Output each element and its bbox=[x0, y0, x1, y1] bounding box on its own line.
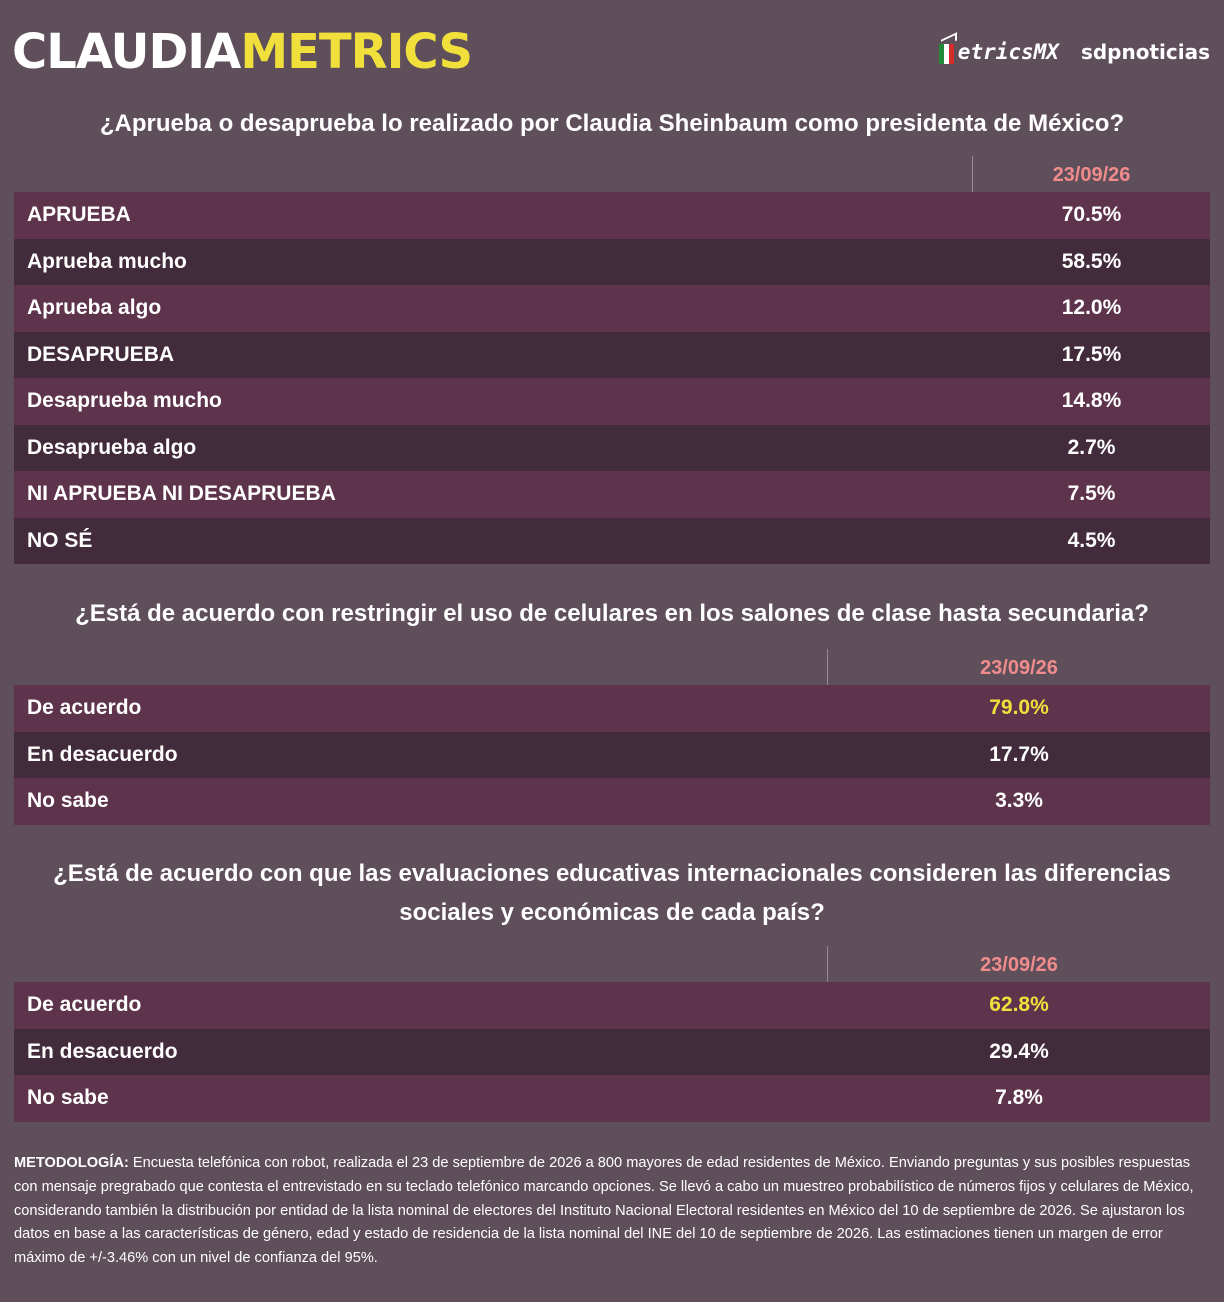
table-row bbox=[14, 332, 1210, 379]
row-label: Desaprueba algo bbox=[27, 435, 197, 459]
table-row bbox=[14, 1029, 1210, 1076]
partner-logos bbox=[939, 40, 1210, 64]
row-label: APRUEBA bbox=[27, 203, 131, 227]
row-value: 70.5% bbox=[1061, 203, 1122, 227]
question-3-table bbox=[14, 946, 1210, 1122]
row-label: Aprueba mucho bbox=[27, 249, 187, 273]
metricsmx-logo bbox=[939, 40, 1059, 64]
row-label: De acuerdo bbox=[27, 696, 142, 720]
table-row bbox=[14, 471, 1210, 518]
row-value: 2.7% bbox=[1067, 435, 1116, 459]
row-label: Desaprueba mucho bbox=[27, 389, 222, 413]
question-3-line-1: ¿Está de acuerdo con que las evaluaciones educativas internacionales consideren las diferencias bbox=[53, 860, 1171, 887]
row-value: 7.8% bbox=[995, 1086, 1043, 1110]
row-label: En desacuerdo bbox=[27, 1039, 178, 1063]
table-row bbox=[14, 685, 1210, 732]
row-value: 14.8% bbox=[1061, 389, 1122, 413]
brand-logo bbox=[12, 22, 472, 82]
table-row bbox=[14, 778, 1210, 825]
methodology-label: METODOLOGÍA: bbox=[14, 1155, 129, 1171]
row-label: No sabe bbox=[27, 789, 109, 813]
row-value: 58.5% bbox=[1061, 249, 1122, 273]
table-row bbox=[14, 378, 1210, 425]
row-value-highlight: 79.0% bbox=[989, 696, 1049, 720]
question-3-line-2: sociales y económicas de cada país? bbox=[399, 899, 825, 926]
header bbox=[0, 0, 1224, 100]
mexico-flag-chart-icon bbox=[939, 40, 955, 64]
row-label: En desacuerdo bbox=[27, 742, 178, 766]
row-value: 29.4% bbox=[989, 1039, 1049, 1063]
question-1-table bbox=[14, 156, 1210, 564]
row-label: De acuerdo bbox=[27, 993, 142, 1017]
table-row bbox=[14, 1075, 1210, 1122]
table-header bbox=[14, 946, 1210, 982]
row-label: NO SÉ bbox=[27, 528, 93, 552]
table-row bbox=[14, 239, 1210, 286]
table-row bbox=[14, 982, 1210, 1029]
question-1-title: ¿Aprueba o desaprueba lo realizado por Claudia Sheinbaum como presidenta de México? bbox=[99, 110, 1125, 137]
methodology-text: Encuesta telefónica con robot, realizada el 23 de septiembre de 2026 a 800 mayores de edad residentes de México. Enviando preguntas y sus posibles respuestas con mensaje pregrabado que contesta el entrevistado en su teclado telefónico marcando opciones. Se llevó a cabo un muestreo probabilístico de números fijos y celulares de México, considerando también la distribución por entidad de la lista nominal de electores del Instituto Nacional Electoral residentes en México del 10 de septiembre de 2026. Se ajustaron los datos en base a las características de género, edad y estado de residencia de la lista nominal del INE del 10 de septiembre de 2026. Las estimaciones tienen un margen de error máximo de +/-3.46% con un nivel de confianza del 95%. bbox=[14, 1155, 1194, 1267]
table-row bbox=[14, 425, 1210, 472]
row-label: Aprueba algo bbox=[27, 296, 162, 320]
row-value: 17.5% bbox=[1061, 342, 1122, 366]
brand-part2: METRICS bbox=[240, 24, 473, 80]
table-row bbox=[14, 518, 1210, 565]
row-value: 4.5% bbox=[1067, 528, 1116, 552]
row-value: 12.0% bbox=[1061, 296, 1122, 320]
question-2-title: ¿Está de acuerdo con restringir el uso de celulares en los salones de clase hasta secundaria? bbox=[75, 600, 1149, 627]
row-label: No sabe bbox=[27, 1086, 109, 1110]
row-label: NI APRUEBA NI DESAPRUEBA bbox=[27, 482, 336, 506]
brand-part1: CLAUDIA bbox=[12, 24, 241, 80]
table-header bbox=[14, 156, 1210, 192]
sdpnoticias-logo: sdpnoticias bbox=[1080, 40, 1210, 64]
row-value: 3.3% bbox=[995, 789, 1043, 813]
row-value: 7.5% bbox=[1067, 482, 1116, 506]
table-header bbox=[14, 649, 1210, 685]
date-header: 23/09/26 bbox=[980, 657, 1058, 679]
methodology-note bbox=[14, 1152, 1214, 1271]
row-label: DESAPRUEBA bbox=[27, 342, 175, 366]
date-header: 23/09/26 bbox=[1052, 164, 1131, 186]
question-2-table bbox=[14, 649, 1210, 825]
row-value-highlight: 62.8% bbox=[989, 993, 1049, 1017]
table-row bbox=[14, 732, 1210, 779]
metricsmx-text: etricsMX bbox=[957, 40, 1059, 64]
table-row bbox=[14, 285, 1210, 332]
table-row bbox=[14, 192, 1210, 239]
date-header: 23/09/26 bbox=[980, 954, 1058, 976]
row-value: 17.7% bbox=[989, 742, 1049, 766]
question-3-title bbox=[14, 854, 1210, 932]
